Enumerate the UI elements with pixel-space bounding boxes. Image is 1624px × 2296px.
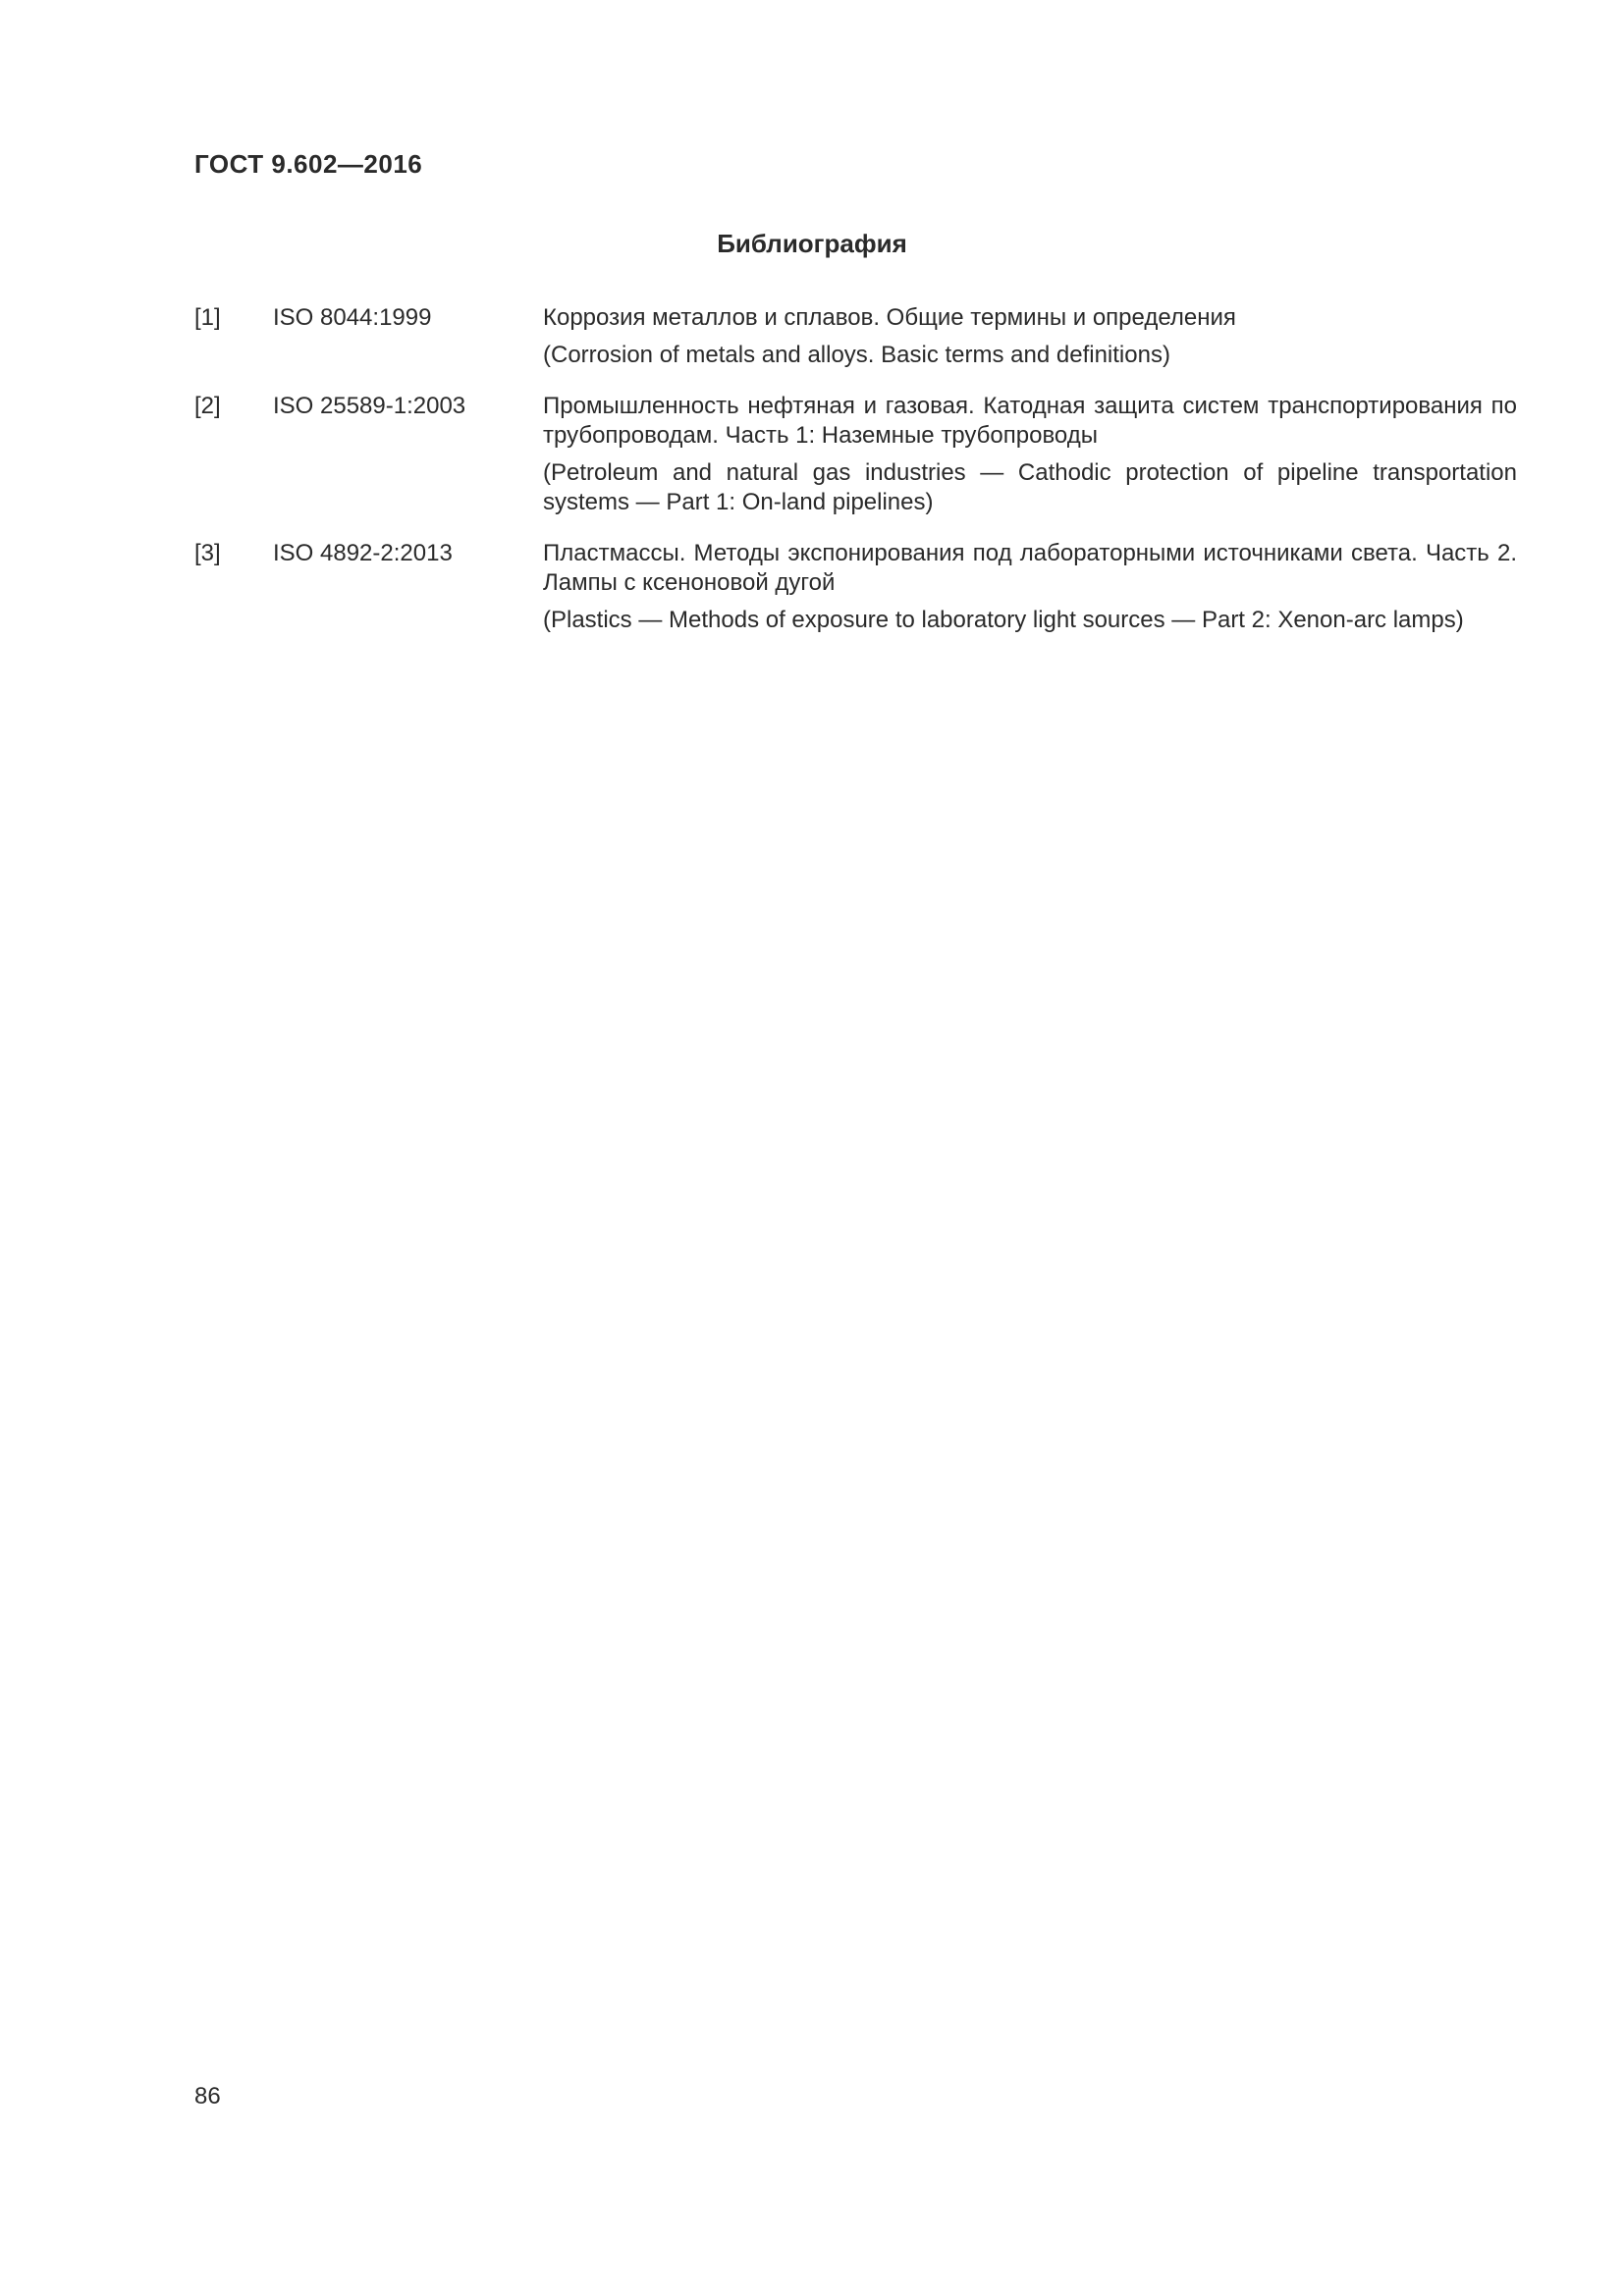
entry-code: ISO 8044:1999	[273, 304, 432, 331]
entry-title-en: (Plastics — Methods of exposure to laboratory light sources — Part 2: Xenon-arc lamps)	[543, 607, 1464, 633]
entry-title-ru: Коррозия металлов и сплавов. Общие термины и определения	[543, 304, 1236, 331]
entry-number: [3]	[194, 540, 221, 566]
entry-body	[543, 303, 1517, 370]
entry-code: ISO 4892-2:2013	[273, 540, 453, 566]
entry-title-ru: Пластмассы. Методы экспонирования под лабораторными источниками света. Часть 2. Лампы с ксеноновой дугой	[543, 540, 1517, 596]
entry-number: [2]	[194, 393, 221, 419]
entry-number: [1]	[194, 304, 221, 331]
entry-title-en: (Petroleum and natural gas industries — Cathodic protection of pipeline transportation systems — Part 1: On-land pipelines)	[543, 459, 1517, 515]
page-number: 86	[194, 2083, 221, 2109]
entry-body	[543, 392, 1517, 517]
bibliography-list	[194, 303, 1517, 657]
bibliography-entry	[194, 392, 1517, 517]
bibliography-entry	[194, 303, 1517, 370]
bibliography-entry	[194, 539, 1517, 635]
entry-title-en: (Corrosion of metals and alloys. Basic terms and definitions)	[543, 342, 1170, 368]
entry-title-ru: Промышленность нефтяная и газовая. Катодная защита систем транспортирования по трубопроводам. Часть 1: Наземные трубопроводы	[543, 393, 1517, 449]
entry-body	[543, 539, 1517, 635]
entry-code: ISO 25589-1:2003	[273, 393, 466, 419]
standard-header: ГОСТ 9.602—2016	[194, 149, 423, 179]
section-title: Библиография	[717, 229, 907, 258]
